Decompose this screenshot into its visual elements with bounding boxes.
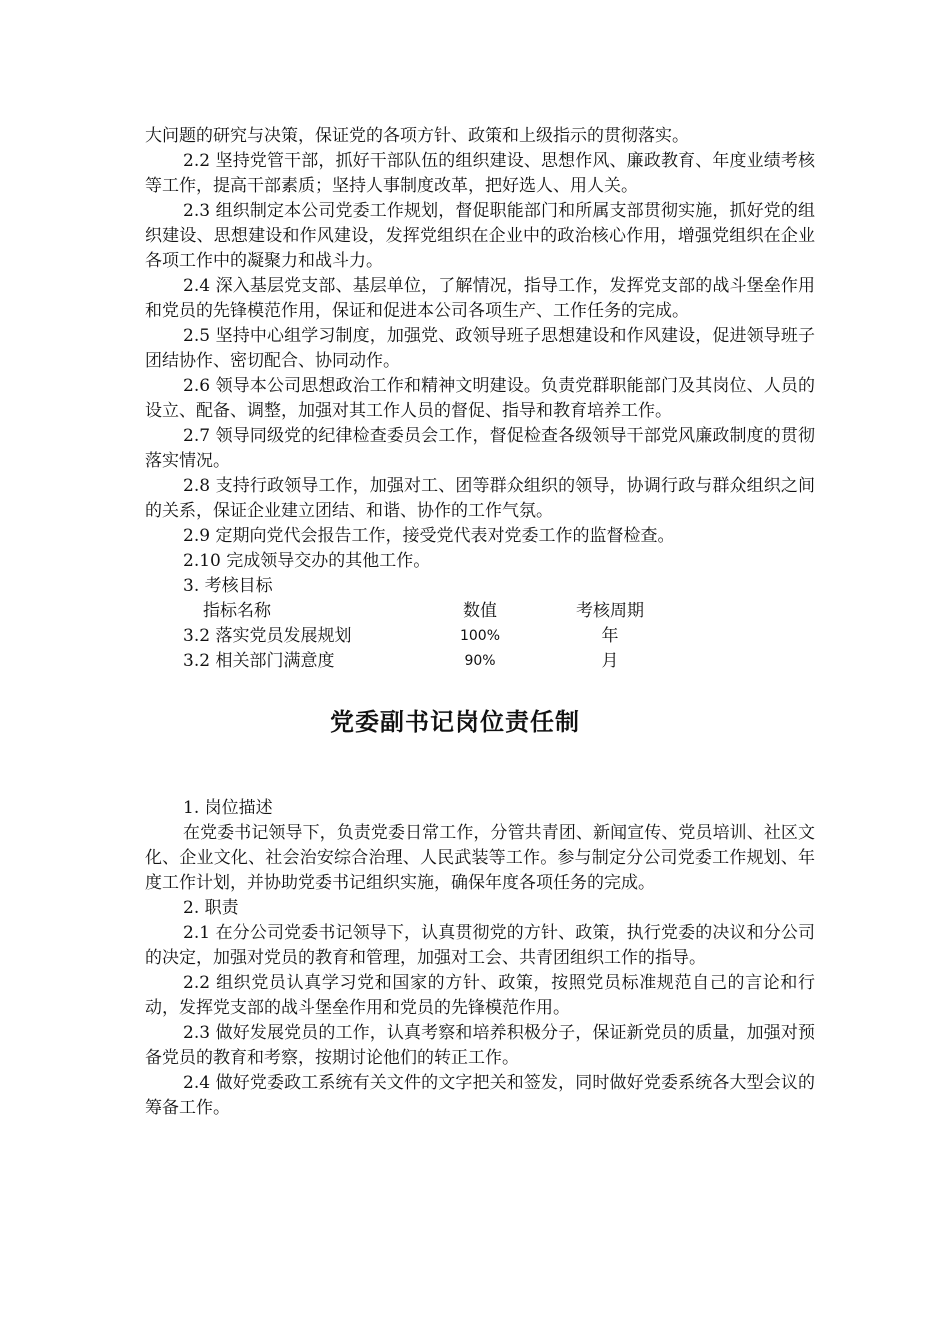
kpi-header-period: 考核周期: [576, 601, 644, 621]
kpi-table-header: [145, 599, 815, 624]
paragraph: 2. 职责: [183, 898, 239, 918]
kpi-cell-name: 3.2 相关部门满意度: [183, 651, 335, 671]
paragraph: 2.5 坚持中心组学习制度，加强党、政领导班子思想建设和作风建设，促进领导班子团结协作、密切配合、协同动作。: [145, 326, 815, 371]
kpi-header-name: 指标名称: [203, 601, 271, 621]
paragraph: 1. 岗位描述: [183, 798, 273, 818]
paragraph: 大问题的研究与决策，保证党的各项方针、政策和上级指示的贯彻落实。: [145, 126, 689, 146]
paragraph: 2.4 深入基层党支部、基层单位，了解情况，指导工作，发挥党支部的战斗堡垒作用和党员的先锋模范作用，保证和促进本公司各项生产、工作任务的完成。: [145, 276, 815, 321]
paragraph: 2.10 完成领导交办的其他工作。: [183, 551, 431, 571]
paragraph: 2.8 支持行政领导工作，加强对工、团等群众组织的领导，协调行政与群众组织之间的关系，保证企业建立团结、和谐、协作的工作气氛。: [145, 476, 815, 521]
paragraph: 2.4 做好党委政工系统有关文件的文字把关和签发，同时做好党委系统各大型会议的筹备工作。: [145, 1073, 815, 1118]
paragraph: 2.2 坚持党管干部，抓好干部队伍的组织建设、思想作风、廉政教育、年度业绩考核等工作，提高干部素质；坚持人事制度改革，把好选人、用人关。: [145, 151, 815, 196]
section-deputy-secretary-duties: [145, 796, 815, 1121]
paragraph: 2.1 在分公司党委书记领导下，认真贯彻党的方针、政策，执行党委的决议和分公司的决定，加强对党员的教育和管理，加强对工会、共青团组织工作的指导。: [145, 923, 815, 968]
paragraph: 3. 考核目标: [183, 576, 273, 596]
kpi-cell-name: 3.2 落实党员发展规划: [183, 626, 352, 646]
paragraph: 2.2 组织党员认真学习党和国家的方针、政策，按照党员标准规范自己的言论和行动，发挥党支部的战斗堡垒作用和党员的先锋模范作用。: [145, 973, 815, 1018]
paragraph: 在党委书记领导下，负责党委日常工作，分管共青团、新闻宣传、党员培训、社区文化、企业文化、社会治安综合治理、人民武装等工作。参与制定分公司党委工作规划、年度工作计划，并协助党委书记组织实施，确保年度各项任务的完成。: [145, 823, 815, 893]
paragraph: 2.7 领导同级党的纪律检查委员会工作，督促检查各级领导干部党风廉政制度的贯彻落实情况。: [145, 426, 815, 471]
paragraph: 2.3 做好发展党员的工作，认真考察和培养积极分子，保证新党员的质量，加强对预备党员的教育和考察，按期讨论他们的转正工作。: [145, 1023, 815, 1068]
kpi-cell-value: 90%: [464, 653, 496, 669]
document-page: [145, 124, 815, 1121]
kpi-cell-period: 月: [601, 651, 619, 671]
kpi-table-row: [145, 624, 815, 649]
kpi-header-value: 数值: [463, 601, 497, 621]
kpi-table: [145, 599, 815, 674]
document-title: 党委副书记岗位责任制: [330, 708, 580, 736]
kpi-cell-value: 100%: [459, 628, 501, 644]
paragraph: 2.9 定期向党代会报告工作，接受党代表对党委工作的监督检查。: [183, 526, 675, 546]
paragraph: 2.3 组织制定本公司党委工作规划，督促职能部门和所属支部贯彻实施，抓好党的组织建设、思想建设和作风建设，发挥党组织在企业中的政治核心作用，增强党组织在企业各项工作中的凝聚力和战斗力。: [145, 201, 815, 271]
paragraph: 2.6 领导本公司思想政治工作和精神文明建设。负责党群职能部门及其岗位、人员的设立、配备、调整，加强对其工作人员的督促、指导和教育培养工作。: [145, 376, 815, 421]
kpi-cell-period: 年: [601, 626, 619, 646]
title-spacer: [145, 738, 815, 796]
kpi-table-row: [145, 649, 815, 674]
section-party-secretary-duties: [145, 124, 815, 599]
